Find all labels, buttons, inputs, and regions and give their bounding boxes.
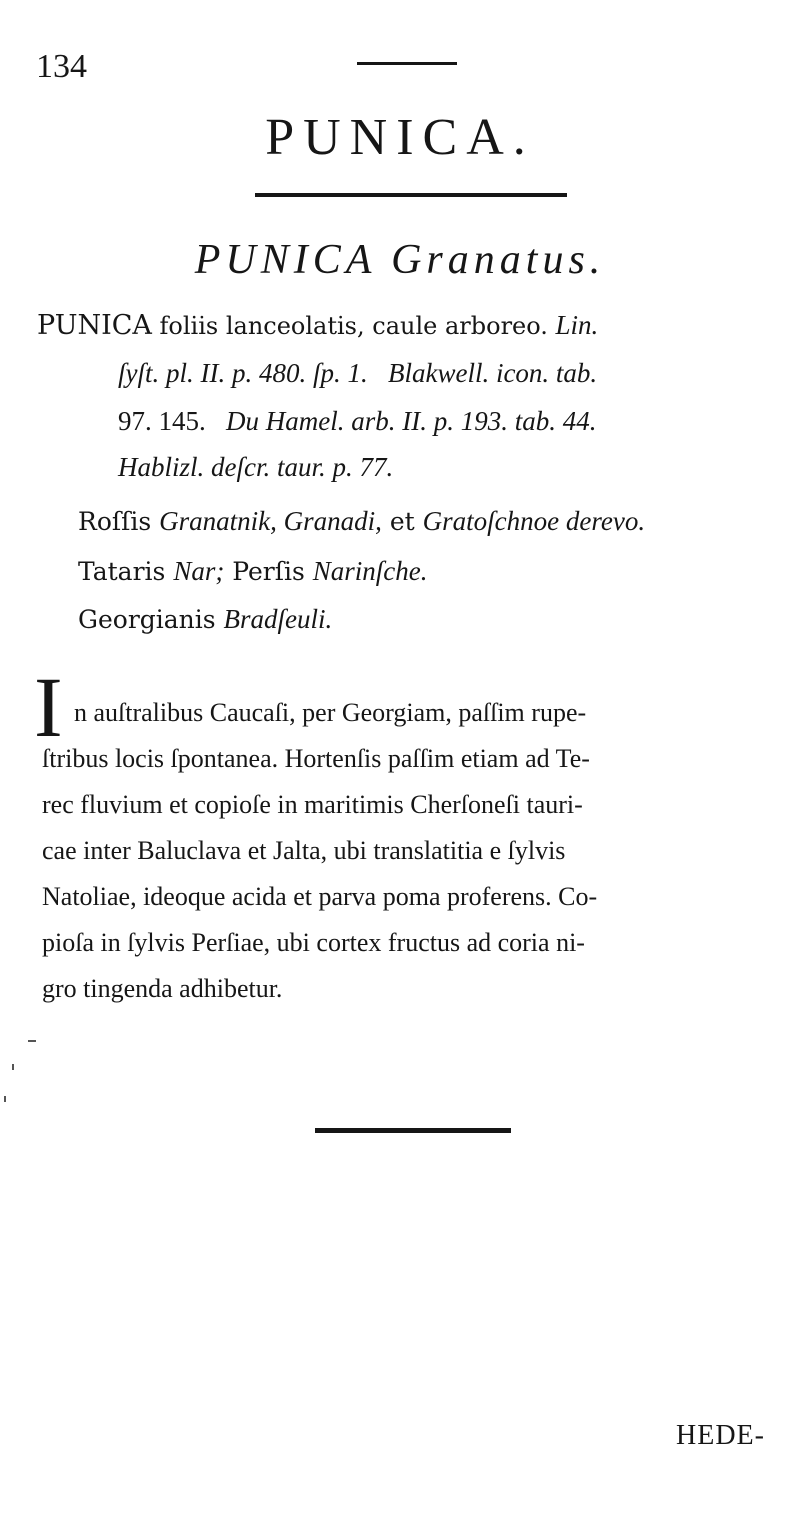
species-heading: PUNICA Granatus. — [194, 237, 606, 283]
description-line: rec fluvium et copioſe in maritimis Cherſoneſi tauri- — [42, 790, 583, 819]
description-line: Natoliae, ideoque acida et parva poma proferens. Co- — [42, 882, 598, 911]
vernacular-name: Granatnik, Granadi, — [159, 506, 382, 536]
vernacular-georgian — [78, 604, 332, 635]
vernacular-label: Perſis — [224, 557, 313, 586]
synonymy-reference: Du Hamel. arb. II. p. 193. tab. 44. — [226, 406, 597, 436]
synonymy-reference: 97. 145. — [118, 406, 226, 436]
vernacular-label: Tataris — [78, 557, 174, 586]
synonymy-genus: PUNICA — [37, 310, 152, 341]
ink-speck — [4, 1096, 6, 1102]
closing-rule — [315, 1128, 511, 1133]
vernacular-name: Bradſeuli. — [223, 604, 333, 634]
synonymy-reference: Lin. — [555, 310, 599, 340]
catchword: HEDE- — [676, 1420, 765, 1451]
description-line: pioſa in ſylvis Perſiae, ubi cortex fructus ad coria ni- — [42, 928, 585, 957]
vernacular-russian — [78, 506, 645, 537]
vernacular-label: et — [381, 507, 423, 536]
page-number: 134 — [36, 48, 87, 85]
genus-heading: PUNICA. — [265, 109, 535, 166]
description-line: gro tingenda adhibetur. — [42, 974, 283, 1003]
description-line: cae inter Baluclava et Jalta, ubi translatitia e ſylvis — [42, 836, 566, 865]
vernacular-name: Gratoſchnoe derevo. — [422, 506, 646, 536]
synonymy-line — [118, 452, 393, 483]
vernacular-name: Narinſche. — [312, 556, 428, 586]
synonymy-diagnosis: foliis lanceolatis, caule arboreo. — [151, 312, 556, 340]
synonymy-reference: Hablizl. deſcr. taur. p. 77. — [118, 452, 394, 482]
ink-speck — [12, 1064, 14, 1070]
vernacular-label: Georgianis — [78, 605, 224, 634]
description-line: ſtribus locis ſpontanea. Hortenſis paſſim etiam ad Te- — [42, 744, 590, 773]
synonymy-line — [118, 406, 596, 437]
vernacular-label: Roſſis — [78, 507, 160, 536]
synonymy-line — [118, 358, 597, 389]
top-rule — [357, 62, 457, 65]
drop-cap: I — [34, 659, 63, 755]
synonymy-line — [37, 310, 598, 341]
heading-rule — [255, 193, 567, 197]
vernacular-tatar-persian — [78, 556, 428, 587]
description-line: n auſtralibus Caucaſi, per Georgiam, paſſim rupe- — [74, 698, 587, 727]
synonymy-reference: ſyſt. pl. II. p. 480. ſp. 1. Blakwell. icon. tab. — [118, 358, 598, 388]
ink-speck — [28, 1040, 36, 1042]
vernacular-name: Nar; — [173, 556, 225, 586]
